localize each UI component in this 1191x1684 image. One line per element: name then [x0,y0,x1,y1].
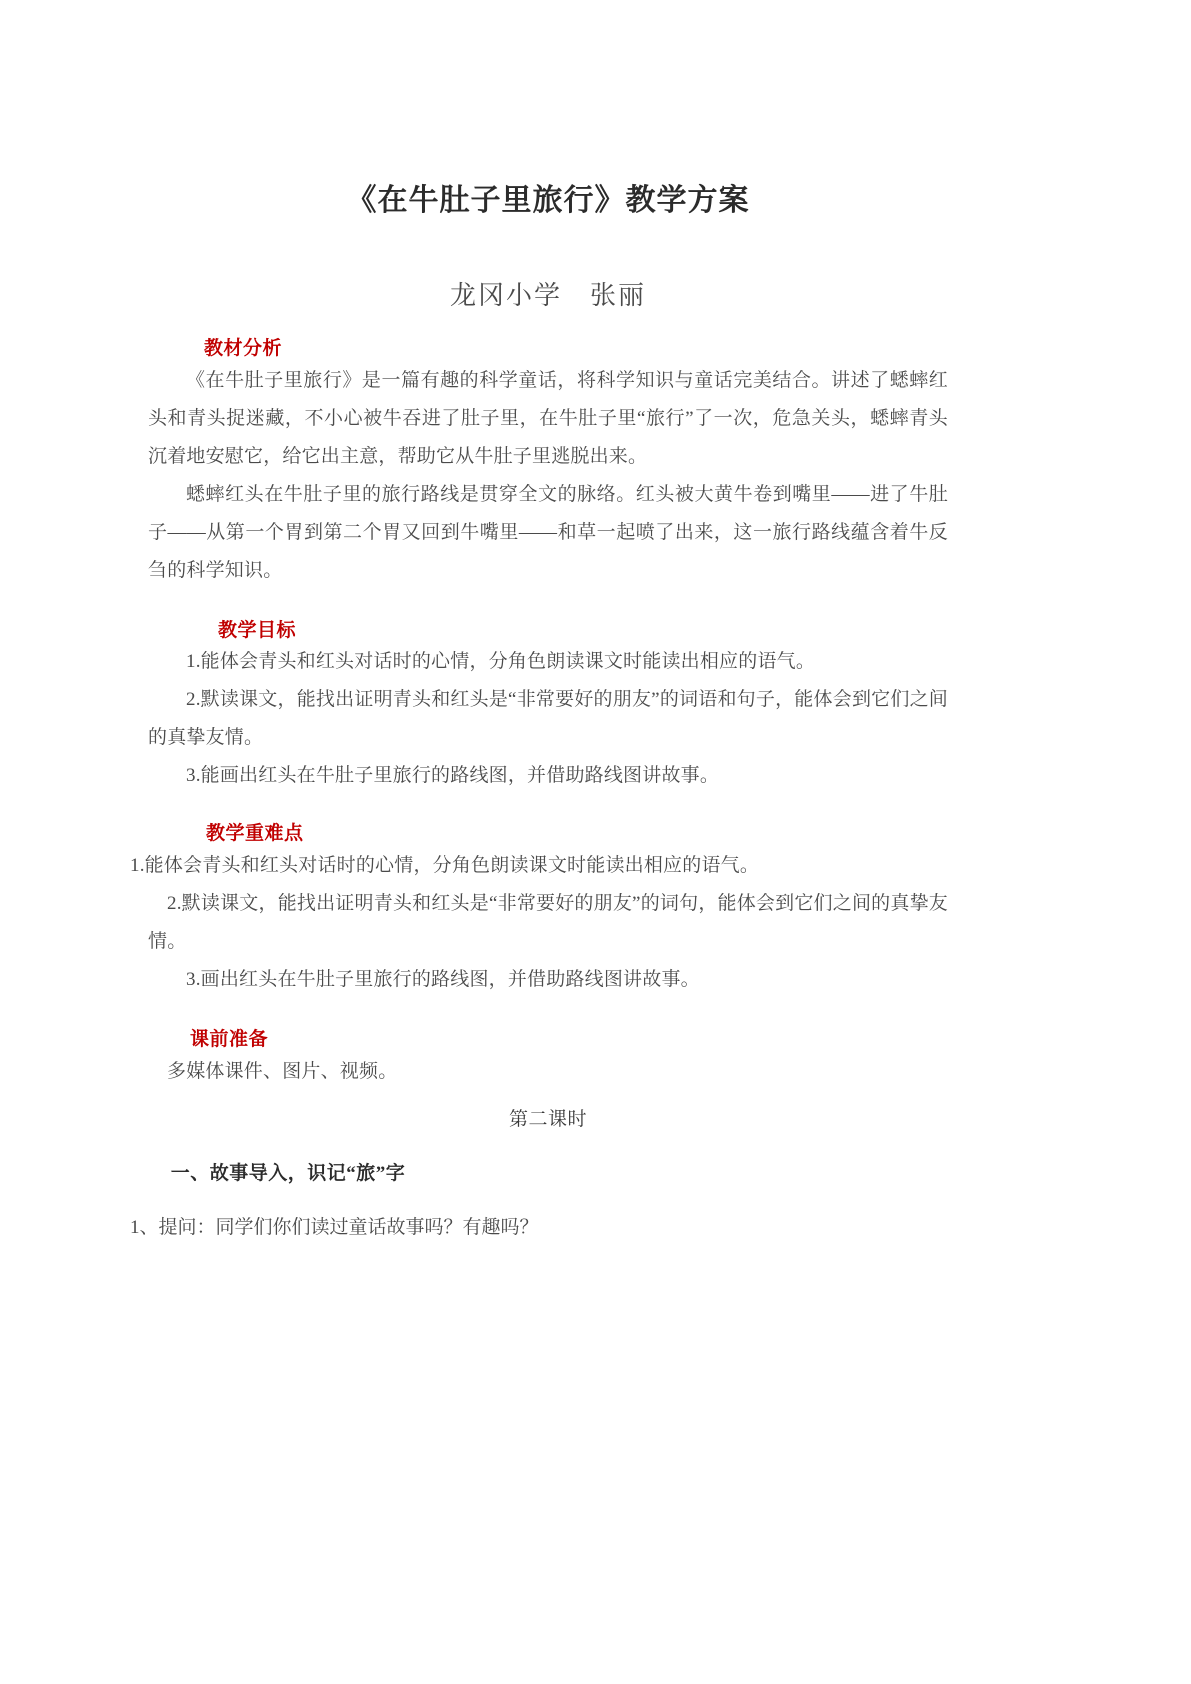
teaching-goal-item-3: 3.能画出红头在牛肚子里旅行的路线图，并借助路线图讲故事。 [186,765,720,787]
key-difficulty-item-2: 2.默读课文，能找出证明青头和红头是“非常要好的朋友”的词句，能体会到它们之间的真挚友情。 [148,892,948,952]
teaching-goal-item-1: 1.能体会青头和红头对话时的心情，分角色朗读课文时能读出相应的语气。 [186,651,816,673]
lesson-step-item-1: 1、提问：同学们你们读过童话故事吗？有趣吗？ [130,1216,539,1238]
section-heading-preparation: 课前准备 [190,1028,269,1050]
document-content [130,0,948,1247]
paragraph-analysis-2: 蟋蟀红头在牛肚子里的旅行路线是贯穿全文的脉络。红头被大黄牛卷到嘴里——进了牛肚子——从第一个胃到第二个胃又回到牛嘴里——和草一起喷了出来，这一旅行路线蕴含着牛反刍的科学知识。 [148,483,948,581]
key-difficulty-item-3: 3.画出红头在牛肚子里旅行的路线图，并借助路线图讲故事。 [186,968,700,990]
key-difficulty-item-1: 1.能体会青头和红头对话时的心情，分角色朗读课文时能读出相应的语气。 [130,854,760,876]
teaching-goal-item-2: 2.默读课文，能找出证明青头和红头是“非常要好的朋友”的词语和句子，能体会到它们之间的真挚友情。 [148,689,948,749]
section-heading-key-difficulties: 教学重难点 [206,823,304,845]
page-title: 《在牛肚子里旅行》教学方案 [346,184,750,217]
section-heading-textbook-analysis: 教材分析 [204,338,283,359]
lesson-step-heading: 一、故事导入，识记“旅”字 [170,1162,406,1184]
document-author-line: 龙冈小学 张丽 [449,280,646,310]
paragraph-analysis-1: 《在牛肚子里旅行》是一篇有趣的科学童话，将科学知识与童话完美结合。讲述了蟋蟀红头和青头捉迷藏，不小心被牛吞进了肚子里，在牛肚子里“旅行”了一次，危急关头，蟋蟀青头沉着地安慰它，给它出主意，帮助它从牛肚子里逃脱出来。 [148,369,948,467]
preparation-text: 多媒体课件、图片、视频。 [167,1060,398,1082]
section-heading-teaching-goals: 教学目标 [218,619,297,641]
lesson-period-label: 第二课时 [508,1108,587,1130]
